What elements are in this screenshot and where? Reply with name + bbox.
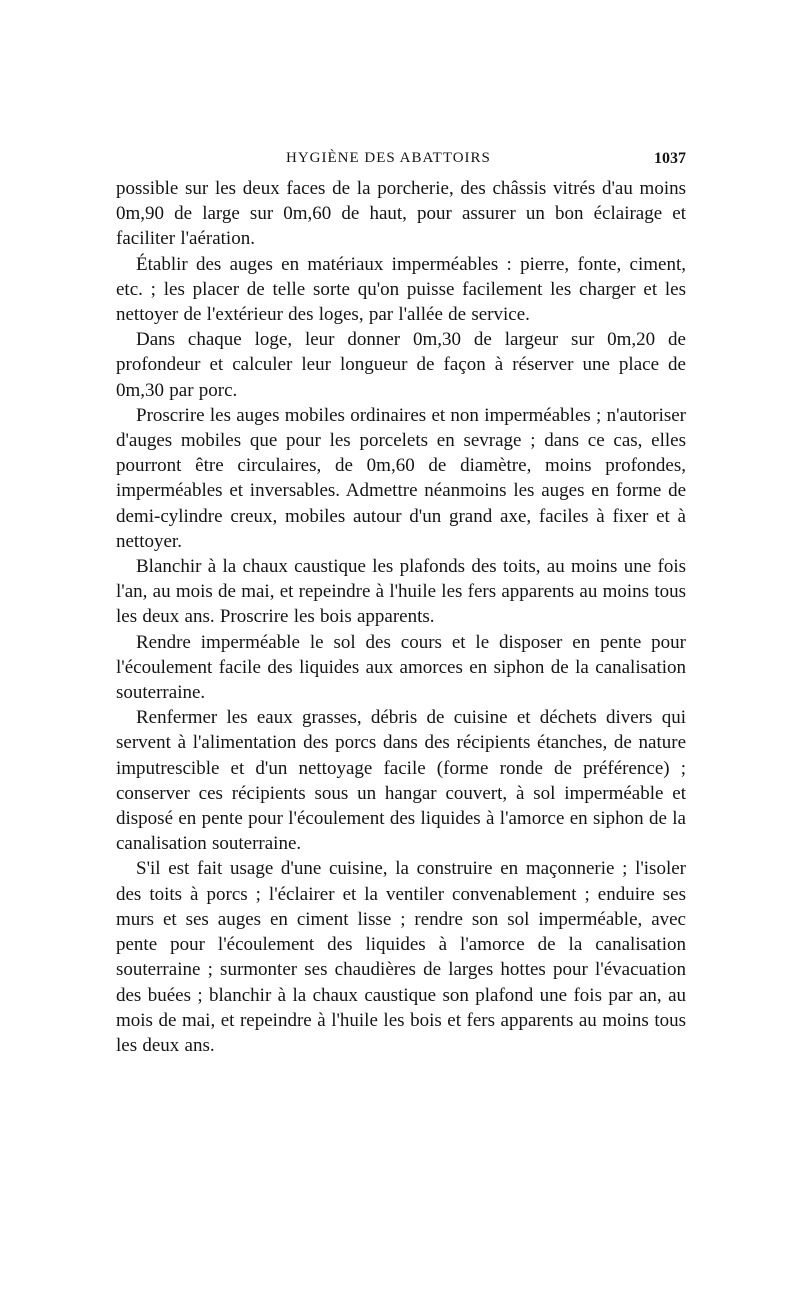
paragraph-8: S'il est fait usage d'une cuisine, la construire en maçonnerie ; l'isoler des toits à porcs ; l'éclairer et la ventiler convenablement ; enduire ses murs et ses auges en ciment lisse ; rendre son sol imperméable, avec pente pour l'écoulement des liquides à l'amorce de la canalisation souterraine ; surmonter ses chaudières de larges hottes pour l'évacuation des buées ; blanchir à la chaux caustique son plafond une fois par an, au mois de mai, et repeindre à l'huile les bois et fers apparents au moins tous les deux ans. xyxy=(116,858,686,1056)
paragraph-6: Rendre imperméable le sol des cours et le disposer en pente pour l'écoulement facile des liquides aux amorces en siphon de la canalisation souterraine. xyxy=(116,631,686,704)
paragraph-4: Proscrire les auges mobiles ordinaires et non imperméables ; n'autoriser d'auges mobiles que pour les porcelets en sevrage ; dans ce cas, elles pourront être circulaires, de 0m,60 de diamètre, moins profondes, imperméables et inversables. Admettre néanmoins les auges en forme de demi-cylindre creux, mobiles autour d'un grand axe, faciles à fixer et à nettoyer. xyxy=(116,404,686,552)
running-head xyxy=(116,148,686,176)
paragraph-3: Dans chaque loge, leur donner 0m,30 de largeur sur 0m,20 de profondeur et calculer leur longueur de façon à réserver une place de 0m,30 par porc. xyxy=(116,329,686,401)
paragraph-5: Blanchir à la chaux caustique les plafonds des toits, au moins une fois l'an, au mois de mai, et repeindre à l'huile les fers apparents au moins tous les deux ans. Proscrire les bois apparents. xyxy=(116,556,686,628)
book-page xyxy=(116,148,686,1058)
paragraph-1: possible sur les deux faces de la porcherie, des châssis vitrés d'au moins 0m,90 de large sur 0m,60 de haut, pour assurer un bon éclairage et faciliter l'aération. xyxy=(116,178,686,250)
page-number: 1037 xyxy=(654,150,686,167)
running-title: HYGIÈNE DES ABATTOIRS xyxy=(286,150,491,166)
paragraph-7: Renfermer les eaux grasses, débris de cuisine et déchets divers qui servent à l'alimentation des porcs dans des récipients étanches, de nature imputrescible et d'un nettoyage facile (forme ronde de préférence) ; conserver ces récipients sous un hangar couvert, à sol imperméable et disposé en pente pour l'écoulement des liquides à l'amorce en siphon de la canalisation souterraine. xyxy=(116,707,686,855)
body-text xyxy=(116,176,686,1058)
paragraph-2: Établir des auges en matériaux imperméables : pierre, fonte, ciment, etc. ; les placer de telle sorte qu'on puisse facilement les charger et les nettoyer de l'extérieur des loges, par l'allée de service. xyxy=(116,253,686,326)
